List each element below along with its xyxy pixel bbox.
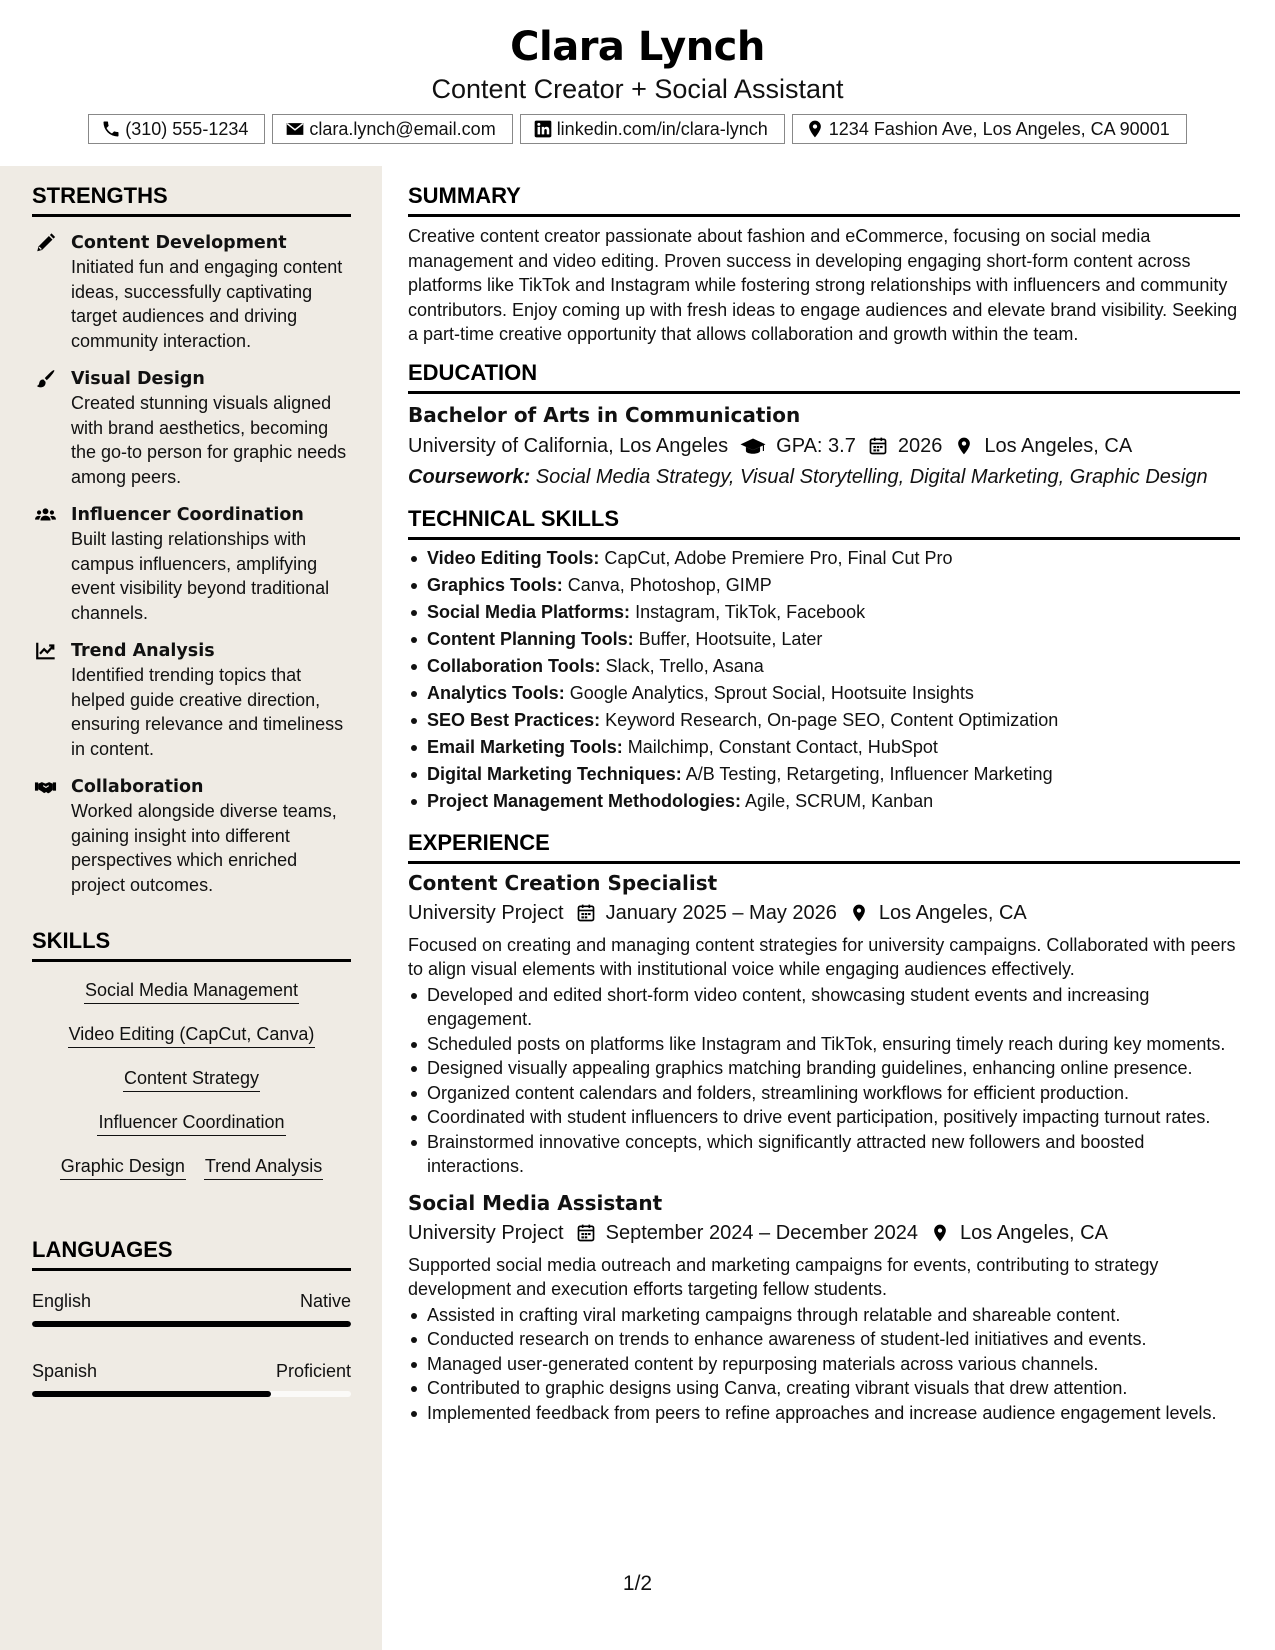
job-bullet: Assisted in crafting viral marketing campaigns through relatable and shareable content. bbox=[408, 1303, 1240, 1328]
job-bullet: Designed visually appealing graphics matching branding guidelines, enhancing online presence. bbox=[408, 1056, 1240, 1081]
contact-phone-text: (310) 555-1234 bbox=[125, 118, 249, 139]
technical-skill-label: Digital Marketing Techniques: bbox=[427, 763, 682, 784]
job-bullet: Managed user-generated content by repurposing materials across various channels. bbox=[408, 1352, 1240, 1377]
strength-title: Visual Design bbox=[71, 369, 205, 389]
technical-skill-label: Video Editing Tools: bbox=[427, 547, 600, 568]
technical-skill-item bbox=[408, 626, 1240, 653]
contact-linkedin-text: linkedin.com/in/clara-lynch bbox=[556, 118, 768, 139]
job-bullet: Implemented feedback from peers to refine approaches and increase audience engagement levels. bbox=[408, 1401, 1240, 1426]
technical-skill-value: Slack, Trello, Asana bbox=[600, 655, 764, 676]
strength-title: Trend Analysis bbox=[71, 641, 215, 661]
job-entry bbox=[408, 1189, 1240, 1426]
phone-icon bbox=[101, 119, 121, 139]
technical-skill-value: Instagram, TikTok, Facebook bbox=[630, 601, 866, 622]
technical-skill-value: Keyword Research, On-page SEO, Content Optimization bbox=[600, 709, 1059, 730]
paintbrush-icon bbox=[34, 368, 57, 390]
skills-list bbox=[32, 978, 351, 1180]
strengths-section bbox=[32, 182, 351, 897]
skill-item: Trend Analysis bbox=[204, 1154, 323, 1180]
education-school: University of California, Los Angeles bbox=[408, 434, 729, 457]
technical-skill-item bbox=[408, 680, 1240, 707]
language-proficiency-bar bbox=[32, 1321, 351, 1327]
job-location: Los Angeles, CA bbox=[878, 901, 1027, 924]
job-bullet: Conducted research on trends to enhance awareness of student-led initiatives and events. bbox=[408, 1327, 1240, 1352]
education-year: 2026 bbox=[897, 434, 943, 457]
technical-skill-label: Content Planning Tools: bbox=[427, 628, 634, 649]
technical-skill-item bbox=[408, 653, 1240, 680]
language-proficiency-fill bbox=[32, 1391, 271, 1397]
technical-skill-value: Mailchimp, Constant Contact, HubSpot bbox=[622, 736, 938, 757]
contact-email-text: clara.lynch@email.com bbox=[309, 118, 496, 139]
job-org: University Project bbox=[408, 1221, 564, 1244]
strength-title: Content Development bbox=[71, 233, 287, 253]
skill-item: Graphic Design bbox=[60, 1154, 186, 1180]
language-proficiency-fill bbox=[32, 1321, 351, 1327]
job-bullet: Coordinated with student influencers to drive event participation, positively impacting turnout rates. bbox=[408, 1105, 1240, 1130]
strength-desc: Identified trending topics that helped guide creative direction, ensuring relevance and timeliness in content. bbox=[71, 665, 344, 759]
handshake-icon bbox=[34, 776, 57, 798]
technical-skill-item bbox=[408, 788, 1240, 815]
strength-item bbox=[32, 639, 351, 761]
summary-text: Creative content creator passionate about fashion and eCommerce, focusing on social media management and video editing. Proven success in developing engaging short-form content across platforms like TikTok and Instagram while fostering strong relationships with influencers and community contributors. Enjoy coming up with fresh ideas to engage audiences and elevate brand visibility. Seeking a part-time creative opportunity that allows collaboration and growth within the team. bbox=[408, 226, 1238, 344]
technical-skill-value: CapCut, Adobe Premiere Pro, Final Cut Pro bbox=[599, 547, 953, 568]
job-meta bbox=[408, 1219, 1240, 1247]
technical-skill-label: SEO Best Practices: bbox=[427, 709, 601, 730]
graduation-cap-icon bbox=[740, 436, 766, 456]
strength-desc: Initiated fun and engaging content ideas, successfully captivating target audiences and driving community interaction. bbox=[71, 257, 343, 351]
strength-title: Influencer Coordination bbox=[71, 505, 304, 525]
contact-email[interactable] bbox=[272, 114, 512, 144]
education-location: Los Angeles, CA bbox=[984, 434, 1133, 457]
skill-item: Influencer Coordination bbox=[97, 1110, 285, 1136]
language-item bbox=[32, 1359, 351, 1397]
technical-skill-item bbox=[408, 572, 1240, 599]
coursework-list: Social Media Strategy, Visual Storytelling, Digital Marketing, Graphic Design bbox=[530, 465, 1208, 488]
candidate-role: Content Creator + Social Assistant bbox=[431, 74, 844, 104]
education-degree: Bachelor of Arts in Communication bbox=[408, 402, 801, 427]
technical-skill-label: Analytics Tools: bbox=[427, 682, 565, 703]
strength-item bbox=[32, 775, 351, 897]
skill-item: Social Media Management bbox=[84, 978, 299, 1004]
skill-item: Video Editing (CapCut, Canva) bbox=[68, 1022, 316, 1048]
job-dates: January 2025 – May 2026 bbox=[605, 901, 837, 924]
strength-desc: Built lasting relationships with campus influencers, amplifying event visibility beyond traditional channels. bbox=[71, 529, 330, 623]
technical-skill-item bbox=[408, 599, 1240, 626]
job-bullet: Contributed to graphic designs using Canva, creating vibrant visuals that drew attention. bbox=[408, 1376, 1240, 1401]
contact-address bbox=[792, 114, 1187, 144]
education-title: EDUCATION bbox=[408, 359, 1240, 394]
calendar-icon bbox=[868, 436, 888, 456]
technical-skill-label: Graphics Tools: bbox=[427, 574, 563, 595]
job-title: Content Creation Specialist bbox=[408, 870, 718, 895]
location-pin-icon bbox=[805, 119, 825, 139]
languages-title: LANGUAGES bbox=[32, 1236, 351, 1271]
technical-skill-label: Social Media Platforms: bbox=[427, 601, 631, 622]
job-meta bbox=[408, 899, 1240, 927]
pencil-icon bbox=[34, 232, 57, 254]
strengths-title: STRENGTHS bbox=[32, 182, 351, 217]
job-bullet: Brainstormed innovative concepts, which significantly attracted new followers and boosted interactions. bbox=[408, 1130, 1240, 1179]
technical-skills-list bbox=[408, 545, 1240, 815]
job-entry bbox=[408, 869, 1240, 1179]
education-section bbox=[408, 359, 1240, 491]
job-location: Los Angeles, CA bbox=[960, 1221, 1108, 1244]
location-pin-icon bbox=[954, 436, 974, 456]
technical-skill-value: Buffer, Hootsuite, Later bbox=[633, 628, 823, 649]
envelope-icon bbox=[285, 119, 305, 139]
skill-item: Content Strategy bbox=[123, 1066, 260, 1092]
strength-desc: Created stunning visuals aligned with brand aesthetics, becoming the go-to person for graphic needs among peers. bbox=[71, 393, 347, 487]
job-title: Social Media Assistant bbox=[408, 1190, 663, 1215]
technical-skill-label: Project Management Methodologies: bbox=[427, 790, 742, 811]
contact-linkedin[interactable] bbox=[520, 114, 785, 144]
job-summary: Supported social media outreach and marketing campaigns for events, contributing to strategy development and execution efforts targeting fellow students. bbox=[408, 1254, 1159, 1299]
skills-title: SKILLS bbox=[32, 927, 351, 962]
users-icon bbox=[34, 504, 57, 526]
technical-skill-item bbox=[408, 734, 1240, 761]
contact-address-text: 1234 Fashion Ave, Los Angeles, CA 90001 bbox=[828, 118, 1170, 139]
page-number: 1/2 bbox=[622, 1572, 653, 1595]
contact-bar bbox=[0, 114, 1275, 144]
job-bullet: Organized content calendars and folders, streamlining workflows for efficient production. bbox=[408, 1081, 1240, 1106]
contact-phone[interactable] bbox=[88, 114, 265, 144]
technical-skill-value: Agile, SCRUM, Kanban bbox=[741, 790, 934, 811]
strength-desc: Worked alongside diverse teams, gaining insight into different perspectives which enriched project outcomes. bbox=[71, 801, 337, 895]
technical-skill-item bbox=[408, 707, 1240, 734]
job-bullet: Scheduled posts on platforms like Instagram and TikTok, ensuring timely reach during key moments. bbox=[408, 1032, 1240, 1057]
job-summary: Focused on creating and managing content strategies for university campaigns. Collaborated with peers to align visual elements with institutional voice while engaging audiences effectively. bbox=[408, 934, 1236, 979]
education-meta bbox=[408, 432, 1240, 460]
education-coursework bbox=[408, 463, 1240, 491]
strength-item bbox=[32, 503, 351, 625]
experience-section bbox=[408, 829, 1240, 1426]
job-bullets bbox=[408, 1303, 1240, 1426]
main-content bbox=[408, 166, 1240, 1425]
job-dates: September 2024 – December 2024 bbox=[605, 1221, 919, 1244]
coursework-label: Coursework: bbox=[408, 465, 531, 488]
language-name: English bbox=[32, 1291, 92, 1311]
technical-skill-label: Email Marketing Tools: bbox=[427, 736, 623, 757]
technical-skill-item bbox=[408, 545, 1240, 572]
technical-skill-value: A/B Testing, Retargeting, Influencer Marketing bbox=[681, 763, 1053, 784]
language-proficiency-bar bbox=[32, 1391, 351, 1397]
technical-skill-value: Google Analytics, Sprout Social, Hootsuite Insights bbox=[564, 682, 974, 703]
job-bullets bbox=[408, 983, 1240, 1179]
languages-section bbox=[32, 1236, 351, 1397]
summary-title: SUMMARY bbox=[408, 182, 1240, 217]
resume-header bbox=[0, 0, 1275, 166]
experience-title: EXPERIENCE bbox=[408, 829, 1240, 864]
language-item bbox=[32, 1289, 351, 1327]
language-level: Native bbox=[299, 1291, 351, 1311]
strength-item bbox=[32, 367, 351, 489]
education-gpa: GPA: 3.7 bbox=[776, 434, 856, 457]
sidebar bbox=[0, 166, 382, 1650]
linkedin-icon bbox=[533, 119, 553, 139]
technical-skill-label: Collaboration Tools: bbox=[427, 655, 601, 676]
trend-chart-icon bbox=[34, 640, 57, 662]
technical-skill-value: Canva, Photoshop, GIMP bbox=[562, 574, 772, 595]
technical-skills-section bbox=[408, 505, 1240, 815]
language-level: Proficient bbox=[275, 1361, 351, 1381]
skills-section bbox=[32, 927, 351, 1180]
technical-skill-item bbox=[408, 761, 1240, 788]
location-pin-icon bbox=[930, 1223, 950, 1243]
strength-title: Collaboration bbox=[71, 777, 204, 797]
summary-section bbox=[408, 182, 1240, 347]
location-pin-icon bbox=[849, 903, 869, 923]
calendar-icon bbox=[576, 1223, 596, 1243]
calendar-icon bbox=[576, 903, 596, 923]
strength-item bbox=[32, 231, 351, 353]
job-org: University Project bbox=[408, 901, 564, 924]
technical-skills-title: TECHNICAL SKILLS bbox=[408, 505, 1240, 540]
language-name: Spanish bbox=[32, 1361, 98, 1381]
job-bullet: Developed and edited short-form video content, showcasing student events and increasing engagement. bbox=[408, 983, 1240, 1032]
candidate-name: Clara Lynch bbox=[510, 24, 765, 70]
